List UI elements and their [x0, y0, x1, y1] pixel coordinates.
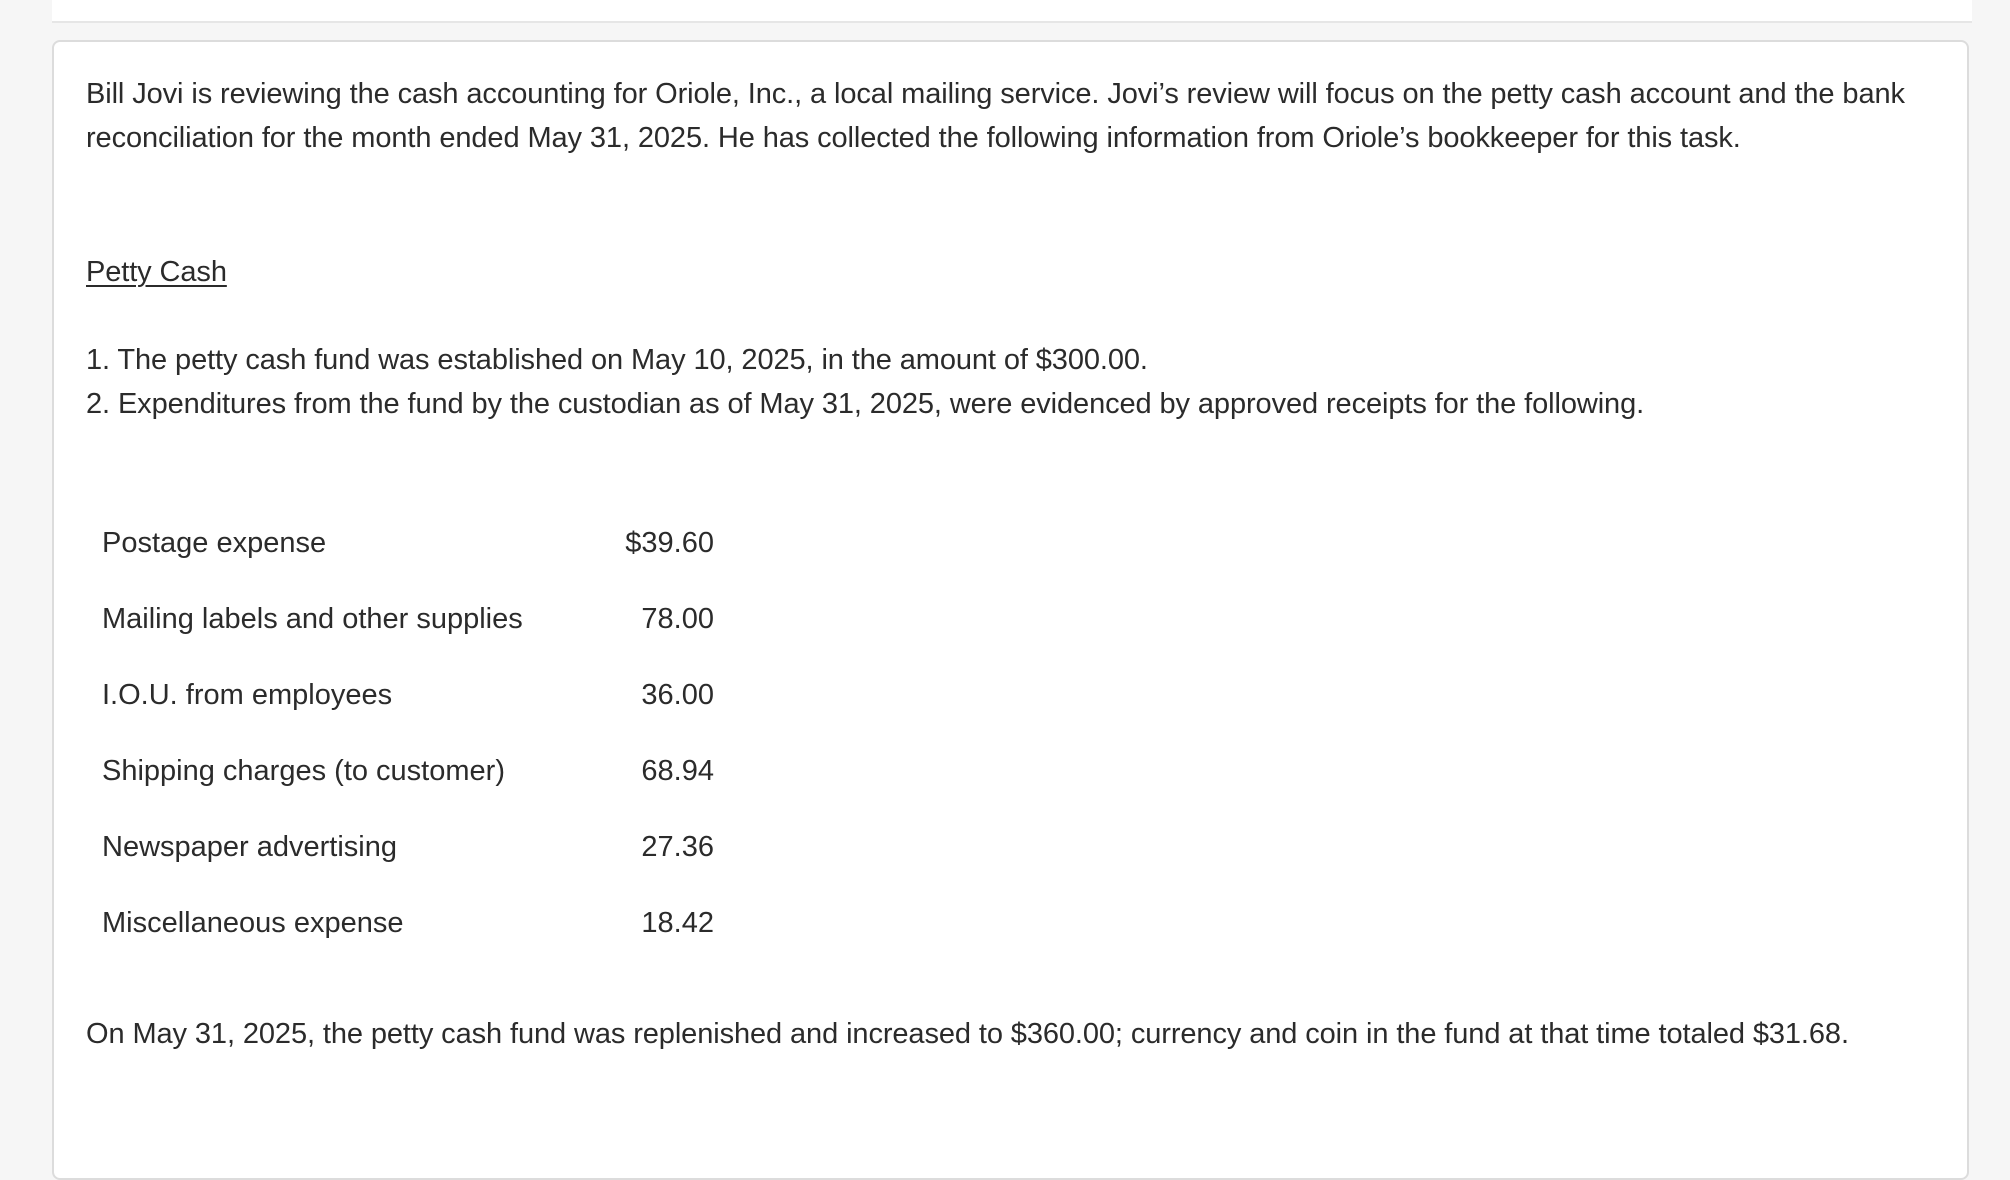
list-item: 2. Expenditures from the fund by the custodian as of May 31, 2025, were evidenced by approved receipts for the following. [86, 388, 1645, 420]
expense-amount: $39.60 [625, 526, 714, 559]
problem-card [52, 40, 1969, 1180]
list-item: 1. The petty cash fund was established on May 10, 2025, in the amount of $300.00. [86, 344, 1148, 376]
table-row [102, 809, 714, 885]
table-row [102, 657, 714, 733]
table-row [102, 505, 714, 581]
closing-paragraph: On May 31, 2025, the petty cash fund was replenished and increased to $360.00; currency and coin in the fund at that time totaled $31.68. [86, 1018, 1849, 1050]
expense-amount: 27.36 [641, 830, 714, 863]
expense-label: Mailing labels and other supplies [102, 602, 523, 635]
expense-amount: 68.94 [641, 754, 714, 787]
table-row [102, 733, 714, 809]
expense-label: Newspaper advertising [102, 830, 397, 863]
section-heading: Petty Cash [86, 256, 227, 288]
expenditures-table [102, 505, 714, 961]
top-panel-strip [52, 0, 1972, 23]
expense-amount: 18.42 [641, 906, 714, 939]
expense-label: Postage expense [102, 526, 327, 559]
expense-label: Miscellaneous expense [102, 906, 404, 939]
expense-label: I.O.U. from employees [102, 678, 393, 711]
expense-label: Shipping charges (to customer) [102, 754, 505, 787]
expense-amount: 78.00 [641, 602, 714, 635]
intro-paragraph: Bill Jovi is reviewing the cash accounting for Oriole, Inc., a local mailing service. Jovi’s review will focus on the petty cash account and the bank reconciliation for the month ended May 31, 2025. He has collected the following information from Oriole’s bookkeeper for this task. [86, 78, 1905, 154]
table-row [102, 581, 714, 657]
table-row [102, 885, 714, 961]
expense-amount: 36.00 [641, 678, 714, 711]
